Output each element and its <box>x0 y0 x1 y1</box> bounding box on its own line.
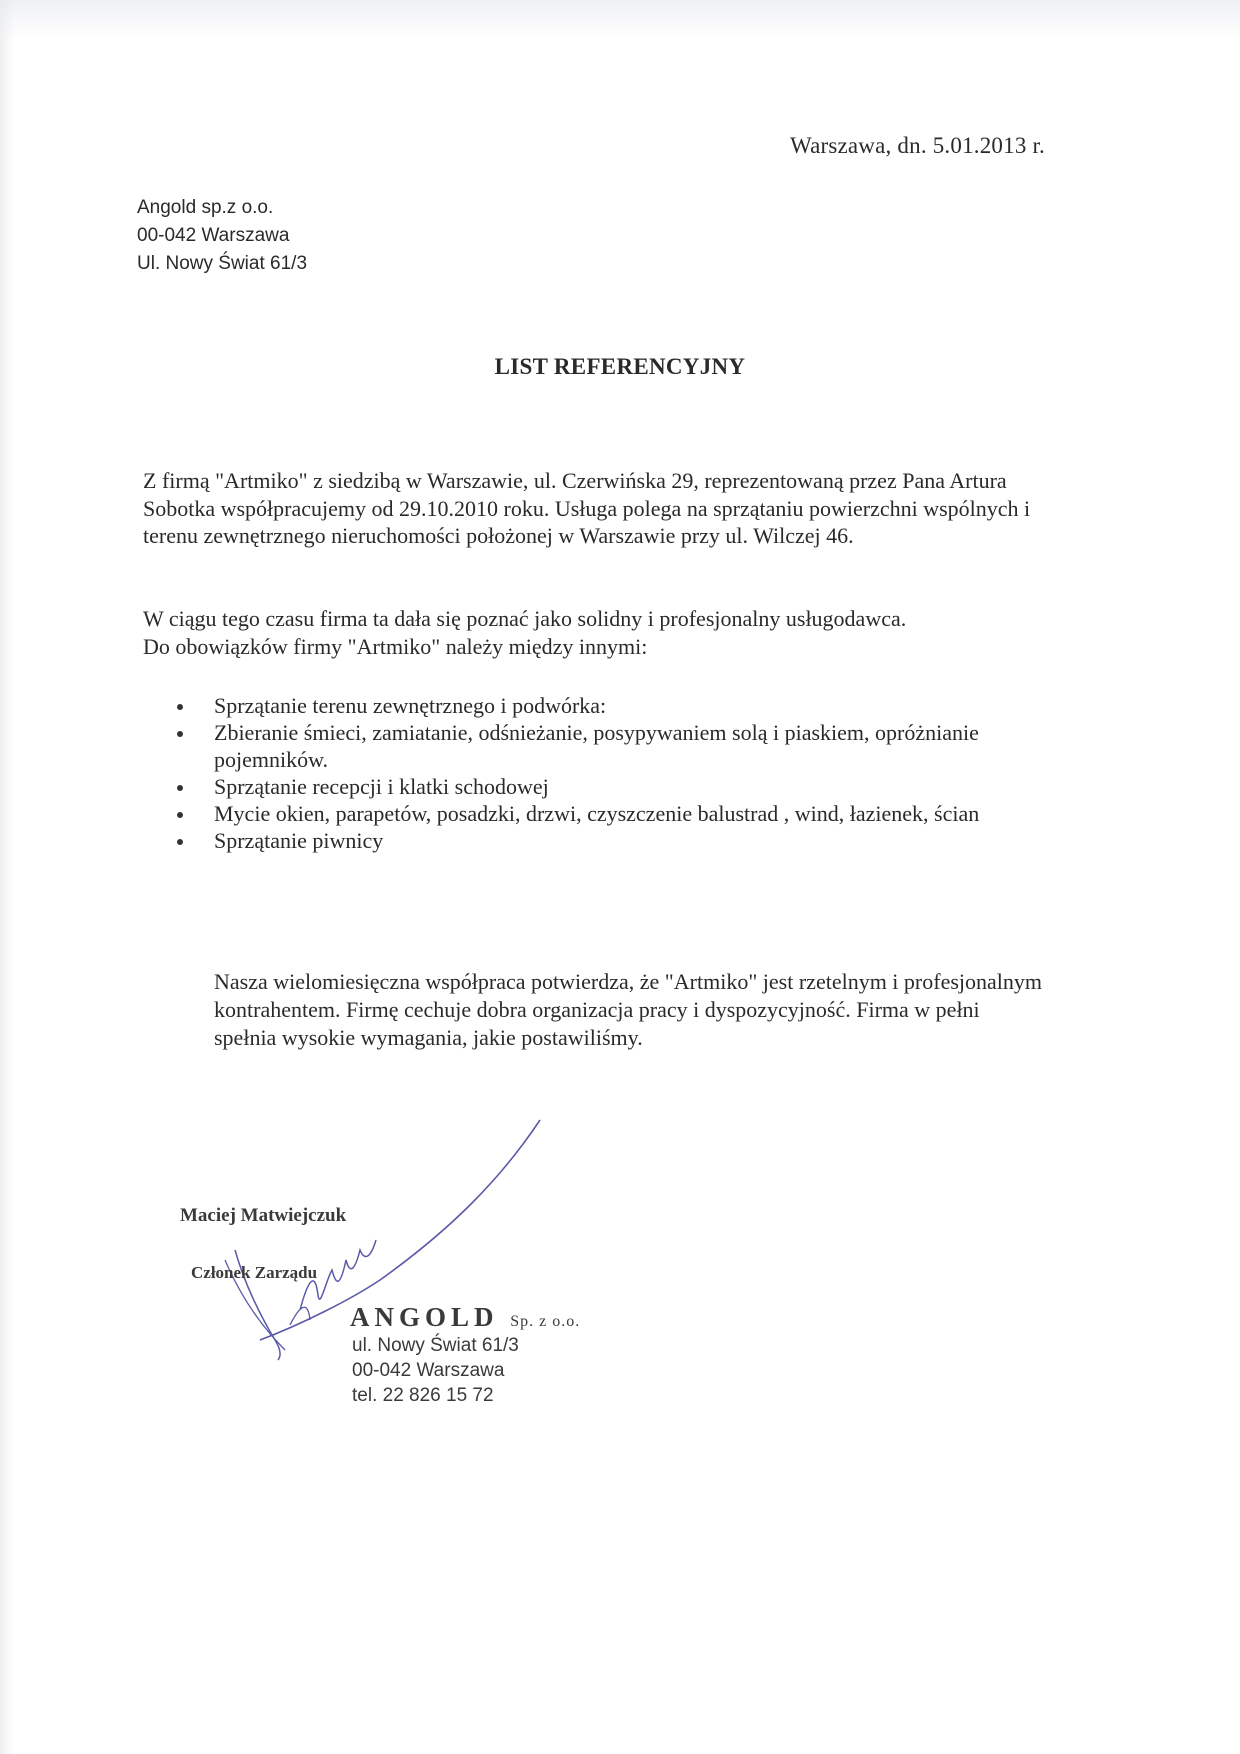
bullet-icon <box>177 812 183 818</box>
list-item-text: Mycie okien, parapetów, posadzki, drzwi, czyszczenie balustrad , wind, łazienek, ścian <box>214 801 980 826</box>
stamp-phone: tel. 22 826 15 72 <box>352 1385 494 1406</box>
paragraph-opinion-line-2: Do obowiązków firmy "Artmiko" należy między innymi: <box>143 633 648 659</box>
bullet-icon <box>177 704 183 710</box>
document-title: LIST REFERENCYJNY <box>494 354 746 379</box>
duties-list <box>175 692 1075 854</box>
bullet-icon <box>177 785 183 791</box>
list-item <box>175 692 1075 719</box>
sender-street: Ul. Nowy Świat 61/3 <box>137 253 308 274</box>
list-item-text: Sprzątanie terenu zewnętrznego i podwórka: <box>214 693 607 718</box>
list-item-text: Sprzątanie recepcji i klatki schodowej <box>214 774 549 799</box>
stamp-company-suffix: Sp. z o.o. <box>510 1313 581 1330</box>
stamp-company <box>350 1302 580 1333</box>
scan-shadow-top <box>0 0 1240 40</box>
place-and-date: Warszawa, dn. 5.01.2013 r. <box>790 133 1046 158</box>
scan-shadow-left <box>0 0 14 1754</box>
signatory-name: Maciej Matwiejczuk <box>180 1205 347 1226</box>
bullet-icon <box>177 839 183 845</box>
list-item <box>175 773 1075 800</box>
sender-company: Angold sp.z o.o. <box>137 197 274 218</box>
sender-postal: 00-042 Warszawa <box>137 225 290 246</box>
bullet-icon <box>177 731 183 737</box>
paragraph-opinion <box>143 605 1063 660</box>
signatory-role: Członek Zarządu <box>191 1263 318 1282</box>
company-stamp <box>350 1302 580 1408</box>
list-item <box>175 827 1075 854</box>
list-item-text: Zbieranie śmieci, zamiatanie, odśnieżanie, posypywaniem solą i piaskiem, opróżnianie pojemników. <box>214 720 979 772</box>
list-item-text: Sprzątanie piwnicy <box>214 828 384 853</box>
stamp-company-name: ANGOLD <box>350 1302 499 1332</box>
list-item <box>175 719 1075 773</box>
sender-address <box>137 194 307 278</box>
list-item <box>175 800 1075 827</box>
stamp-postal: 00-042 Warszawa <box>352 1360 505 1381</box>
paragraph-opinion-line-1: W ciągu tego czasu firma ta dała się poznać jako solidny i profesjonalny usługodawca. <box>143 606 907 631</box>
stamp-street: ul. Nowy Świat 61/3 <box>352 1335 519 1356</box>
paragraph-cooperation: Z firmą "Artmiko" z siedzibą w Warszawie, ul. Czerwińska 29, reprezentowaną przez Pana Artura Sobotka współpracujemy od 29.10.2010 roku. Usługa polega na sprzątaniu powierzchni wspólnych i terenu zewnętrznego nieruchomości położonej w Warszawie przy ul. Wilczej 46. <box>143 468 1031 548</box>
paragraph-conclusion: Nasza wielomiesięczna współpraca potwierdza, że "Artmiko" jest rzetelnym i profesjonalnym kontrahentem. Firmę cechuje dobra organizacja pracy i dyspozycyjność. Firma w pełni spełnia wysokie wymagania, jakie postawiliśmy. <box>214 969 1042 1050</box>
